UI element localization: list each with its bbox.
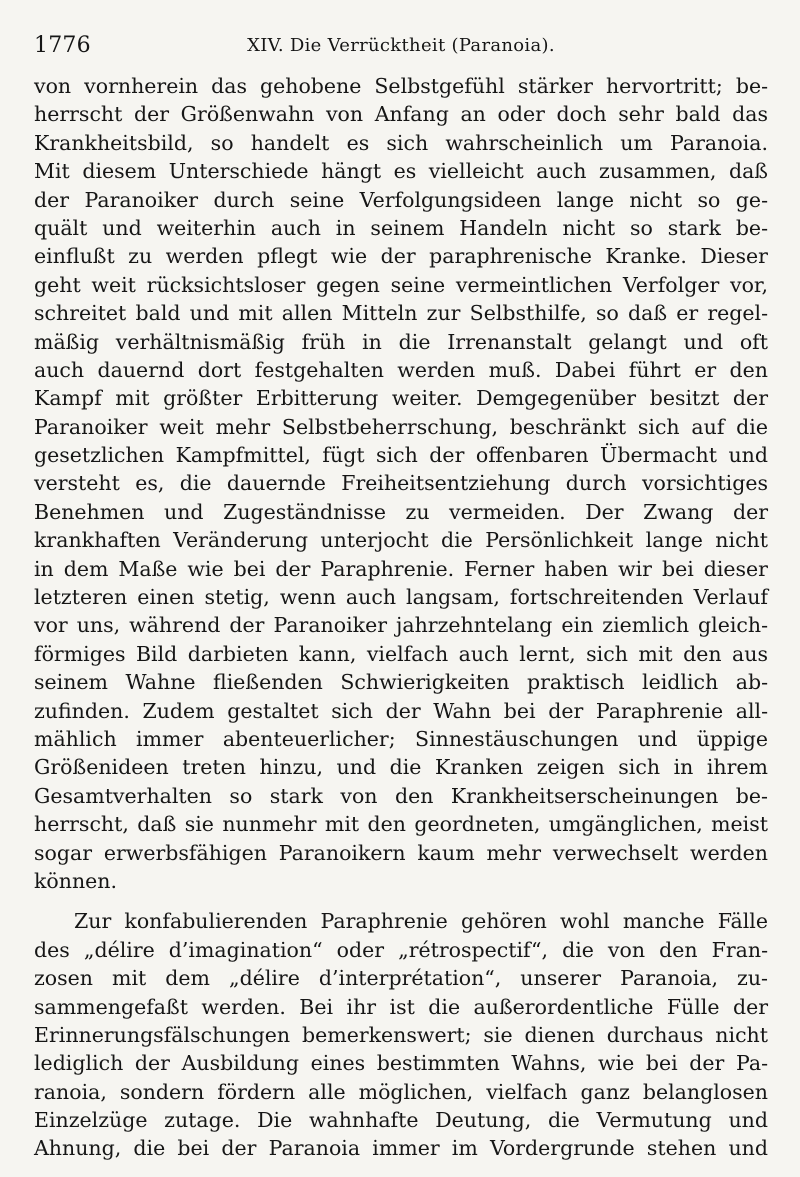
text-line: einflußt zu werden pflegt wie der paraphrenische Kranke. Dieser <box>34 244 768 269</box>
text-line: herrscht, daß sie nunmehr mit den geordneten, umgänglichen, meist <box>34 812 768 837</box>
text-line: mäßig verhältnismäßig früh in die Irrenanstalt gelangt und oft <box>34 329 768 354</box>
text-line: von vornherein das gehobene Selbstgefühl stärker hervortritt; be- <box>34 74 768 98</box>
text-line: auch dauernd dort festgehalten werden muß. Dabei führt er den <box>34 357 768 382</box>
text-line: versteht es, die dauernde Freiheitsentziehung durch vorsichtiges <box>34 471 768 496</box>
running-title: XIV. Die Verrücktheit (Paranoia). <box>247 35 555 56</box>
text-line: Ahnung, die bei der Paranoia immer im Vordergrunde stehen und <box>34 1136 768 1161</box>
text-line: Erinnerungsfälschungen bemerkenswert; sie dienen durchaus nicht <box>34 1022 768 1047</box>
text-line: krankhaften Veränderung unterjocht die Persönlichkeit lange nicht <box>34 528 768 553</box>
page-number: 1776 <box>34 33 91 58</box>
text-line: Zur konfabulierenden Paraphrenie gehören wohl manche Fälle <box>74 909 768 934</box>
text-line: vor uns, während der Paranoiker jahrzehntelang ein ziemlich gleich- <box>34 613 768 638</box>
text-line: Größenideen treten hinzu, und die Kranken zeigen sich in ihrem <box>34 755 768 780</box>
text-line: lediglich der Ausbildung eines bestimmten Wahns, wie bei der Pa- <box>34 1051 768 1076</box>
text-line: geht weit rücksichtsloser gegen seine vermeintlichen Verfolger vor, <box>34 272 768 297</box>
text-line: in dem Maße wie bei der Paraphrenie. Ferner haben wir bei dieser <box>34 556 768 581</box>
text-line: des „délire d’imagination“ oder „rétrospectif“, die von den Fran- <box>34 937 768 962</box>
paragraph-gap <box>34 895 768 907</box>
text-line: zufinden. Zudem gestaltet sich der Wahn bei der Paraphrenie all- <box>34 698 768 723</box>
body-text <box>34 72 768 1163</box>
text-line: seinem Wahne fließenden Schwierigkeiten praktisch leidlich ab- <box>34 670 768 695</box>
text-line: Paranoiker weit mehr Selbstbeherrschung, beschränkt sich auf die <box>34 414 768 439</box>
text-line: Benehmen und Zugeständnisse zu vermeiden. Der Zwang der <box>34 499 768 524</box>
page-header <box>34 33 768 57</box>
text-line: sammengefaßt werden. Bei ihr ist die außerordentliche Fülle der <box>34 994 768 1019</box>
text-line: mählich immer abenteuerlicher; Sinnestäuschungen und üppige <box>34 726 768 751</box>
text-line: herrscht der Größenwahn von Anfang an oder doch sehr bald das <box>34 102 768 127</box>
text-line: Mit diesem Unterschiede hängt es vielleicht auch zusammen, daß <box>34 159 768 184</box>
paragraph-1 <box>34 72 768 895</box>
text-line: Gesamtverhalten so stark von den Krankheitserscheinungen be- <box>34 783 768 808</box>
text-line: ranoia, sondern fördern alle möglichen, vielfach ganz belanglosen <box>34 1079 768 1104</box>
text-line: Kampf mit größter Erbitterung weiter. Demgegenüber besitzt der <box>34 386 768 411</box>
text-line: gesetzlichen Kampfmittel, fügt sich der offenbaren Übermacht und <box>34 443 768 468</box>
text-line: schreitet bald und mit allen Mitteln zur Selbsthilfe, so daß er regel- <box>34 301 768 326</box>
text-line: der Paranoiker durch seine Verfolgungsideen lange nicht so ge- <box>34 187 768 212</box>
text-line: Einzelzüge zutage. Die wahnhafte Deutung, die Vermutung und <box>34 1108 768 1133</box>
text-line: förmiges Bild darbieten kann, vielfach auch lernt, sich mit den aus <box>34 641 768 666</box>
paragraph-2 <box>34 907 768 1163</box>
text-line: letzteren einen stetig, wenn auch langsam, fortschreitenden Verlauf <box>34 585 768 610</box>
text-line: zosen mit dem „délire d’interprétation“, unserer Paranoia, zu- <box>34 966 768 991</box>
text-line: quält und weiterhin auch in seinem Handeln nicht so stark be- <box>34 215 768 240</box>
text-line: können. <box>34 868 118 893</box>
text-line: sogar erwerbsfähigen Paranoikern kaum mehr verwechselt werden <box>34 840 768 865</box>
text-line: Krankheitsbild, so handelt es sich wahrscheinlich um Paranoia. <box>34 130 768 155</box>
